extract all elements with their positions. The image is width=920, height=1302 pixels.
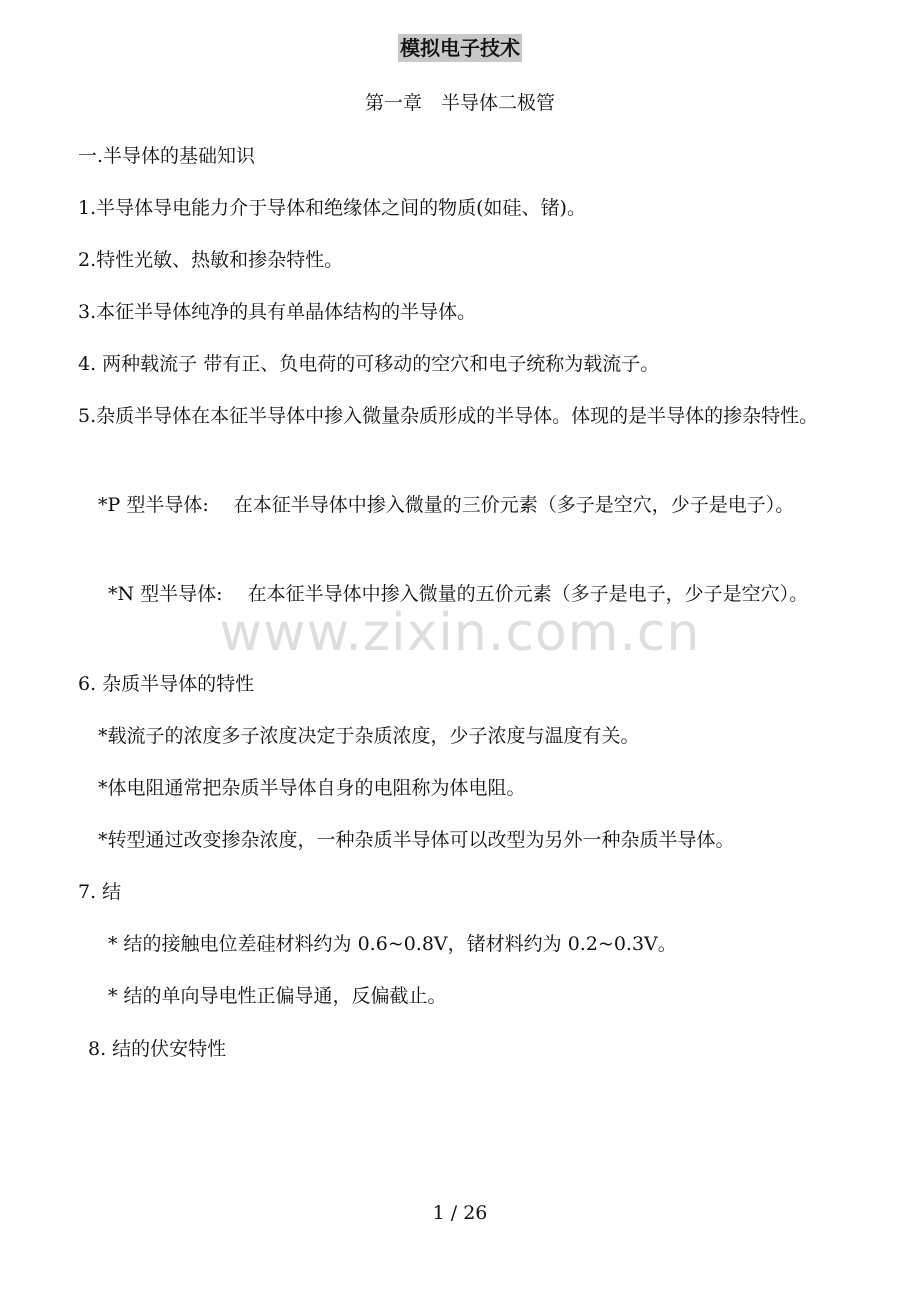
list-item-7: 7. 结 (78, 881, 122, 903)
chapter-title: 第一章 半导体二极管 (364, 92, 555, 114)
section-heading: 一.半导体的基础知识 (78, 145, 256, 167)
bullet-7a: * 结的接触电位差硅材料约为 0.6~0.8V，锗材料约为 0.2~0.3V。 (108, 933, 677, 955)
list-item-1: 1.半导体导电能力介于导体和绝缘体之间的物质(如硅、锗)。 (78, 197, 586, 219)
bullet-6b: *体电阻通常把杂质半导体自身的电阻称为体电阻。 (98, 777, 526, 799)
title-container (0, 34, 920, 62)
bullet-7b: * 结的单向导电性正偏导通，反偏截止。 (108, 985, 447, 1007)
document-title: 模拟电子技术 (400, 36, 520, 60)
bullet-6c: *转型通过改变掺杂浓度，一种杂质半导体可以改型为另外一种杂质半导体。 (98, 829, 735, 851)
bullet-6a: *载流子的浓度多子浓度决定于杂质浓度，少子浓度与温度有关。 (98, 725, 640, 747)
watermark-text: www.zixin.com.cn (219, 603, 701, 663)
list-item-8: 8. 结的伏安特性 (88, 1038, 227, 1060)
p-type-note: *P 型半导体: 在本征半导体中掺入微量的三价元素（多子是空穴，少子是电子）。 (98, 494, 795, 516)
list-item-5: 5.杂质半导体在本征半导体中掺入微量杂质形成的半导体。体现的是半导体的掺杂特性。 (78, 405, 819, 427)
page-number: 1 / 26 (432, 1202, 488, 1224)
list-item-6: 6. 杂质半导体的特性 (78, 673, 255, 695)
list-item-4: 4. 两种载流子 带有正、负电荷的可移动的空穴和电子统称为载流子。 (78, 353, 660, 375)
n-type-note: *N 型半导体: 在本征半导体中掺入微量的五价元素（多子是电子，少子是空穴）。 (108, 583, 809, 605)
list-item-3: 3.本征半导体纯净的具有单晶体结构的半导体。 (78, 301, 477, 323)
list-item-2: 2.特性光敏、热敏和掺杂特性。 (78, 249, 344, 271)
